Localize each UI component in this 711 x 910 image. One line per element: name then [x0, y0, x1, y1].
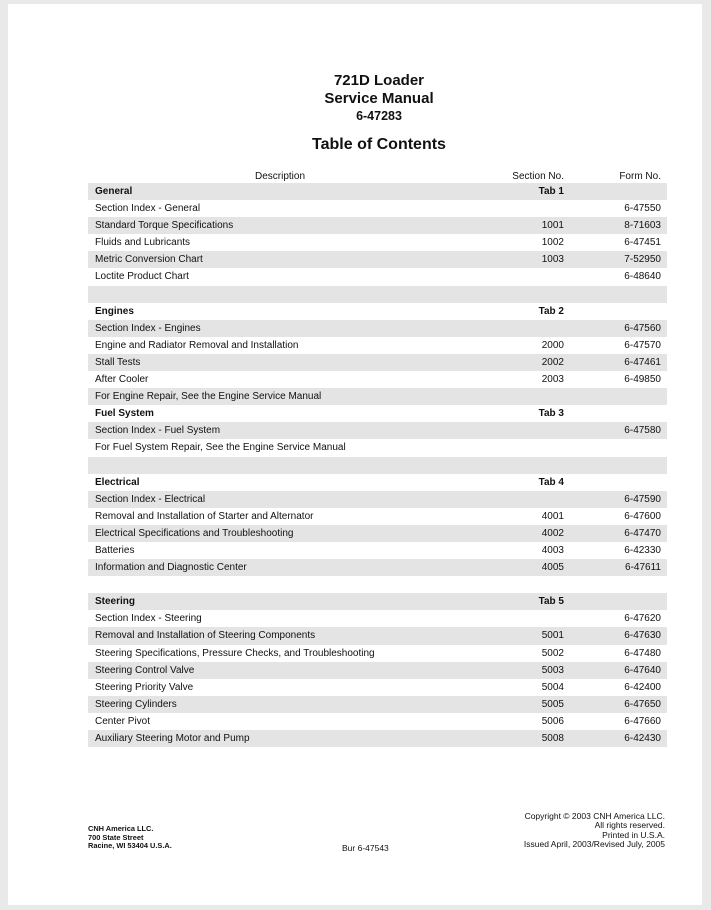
table-row	[88, 371, 667, 388]
row-section-number: Tab 5	[538, 596, 564, 608]
section-heading-row	[88, 593, 667, 610]
row-description: Center Pivot	[95, 715, 151, 727]
row-form-number: 6-47660	[624, 715, 661, 727]
issued-line: Issued April, 2003/Revised July, 2005	[523, 838, 665, 849]
row-form-number: 6-47570	[624, 339, 661, 351]
row-description: Section Index - Engines	[95, 322, 201, 334]
row-description: After Cooler	[95, 374, 149, 386]
company-street: 700 State Street	[88, 832, 144, 842]
document-page	[8, 4, 702, 905]
row-section-number: 2003	[541, 374, 564, 386]
section-heading-row	[88, 303, 667, 320]
table-row	[88, 627, 667, 644]
row-description: Information and Diagnostic Center	[95, 562, 247, 574]
row-description: Fluids and Lubricants	[95, 237, 191, 249]
row-description: Standard Torque Specifications	[95, 220, 234, 232]
table-row	[88, 422, 667, 439]
table-row	[88, 234, 667, 251]
row-description: Steering Cylinders	[95, 698, 177, 710]
column-header-form: Form No.	[619, 171, 661, 182]
row-description: Section Index - Electrical	[95, 493, 206, 505]
row-form-number: 6-47620	[624, 613, 661, 625]
row-description: Removal and Installation of Steering Components	[95, 630, 316, 642]
row-description: Section Index - Fuel System	[95, 425, 221, 437]
toc-title: Table of Contents	[312, 136, 446, 153]
row-section-number: Tab 1	[538, 186, 564, 197]
row-section-number: 5001	[541, 630, 564, 642]
row-section-number: 2000	[541, 339, 564, 351]
row-form-number: 7-52950	[624, 254, 661, 266]
table-row	[88, 645, 667, 662]
row-form-number: 8-71603	[624, 220, 661, 232]
table-row	[88, 439, 667, 456]
table-row	[88, 696, 667, 713]
section-heading-row	[88, 474, 667, 491]
row-section-number: 4002	[541, 527, 564, 539]
row-description: Removal and Installation of Starter and Alternator	[95, 510, 314, 522]
row-form-number: 6-47640	[624, 664, 661, 676]
row-form-number: 6-47480	[624, 647, 661, 659]
row-description: Section Index - Steering	[95, 613, 202, 625]
table-row	[88, 268, 667, 285]
table-row	[88, 713, 667, 730]
table-row	[88, 354, 667, 371]
company-city: Racine, WI 53404 U.S.A.	[88, 841, 172, 851]
table-row	[88, 525, 667, 542]
row-form-number: 6-47600	[624, 510, 661, 522]
row-section-number: Tab 4	[538, 476, 564, 488]
row-section-number: 4001	[541, 510, 564, 522]
row-description: For Fuel System Repair, See the Engine Service Manual	[95, 442, 346, 454]
row-description: Steering Control Valve	[95, 664, 195, 676]
copyright-block	[524, 812, 665, 849]
row-description: Electrical Specifications and Troubleshooting	[95, 527, 294, 539]
row-form-number: 6-42330	[624, 544, 661, 556]
row-section-number: 2002	[541, 356, 564, 368]
row-form-number: 6-47580	[624, 425, 661, 437]
row-description: For Engine Repair, See the Engine Service Manual	[95, 391, 322, 403]
row-form-number: 6-47590	[624, 493, 661, 505]
row-section-number: 5002	[541, 647, 564, 659]
row-section-number: 5005	[541, 698, 564, 710]
spacer-row	[88, 286, 667, 303]
row-form-number: 6-47550	[624, 203, 661, 215]
copyright-line: Copyright © 2003 CNH America LLC.	[524, 811, 665, 821]
toc-table	[88, 183, 667, 747]
row-form-number: 6-47611	[625, 562, 661, 574]
row-section-number: 1002	[541, 237, 564, 249]
table-row	[88, 200, 667, 217]
table-row	[88, 251, 667, 268]
row-section-number: Tab 3	[538, 408, 564, 420]
row-section-number: 5004	[541, 681, 564, 693]
bur-number: Bur 6-47543	[342, 843, 389, 853]
row-form-number: 6-47560	[624, 322, 661, 334]
row-form-number: 6-48640	[624, 271, 661, 283]
column-header-section: Section No.	[512, 171, 564, 182]
table-row	[88, 610, 667, 627]
table-row	[88, 730, 667, 747]
spacer-row	[88, 576, 667, 593]
row-description: Engine and Radiator Removal and Installation	[95, 339, 299, 351]
row-section-number: Tab 2	[538, 305, 564, 317]
row-description: General	[95, 186, 133, 197]
table-row	[88, 491, 667, 508]
row-description: Loctite Product Chart	[95, 271, 189, 283]
row-form-number: 6-49850	[624, 374, 661, 386]
row-section-number: 5006	[541, 715, 564, 727]
table-row	[88, 388, 667, 405]
row-section-number: 1001	[541, 220, 564, 232]
company-address	[88, 825, 172, 851]
document-header	[8, 72, 711, 155]
section-heading-row	[88, 183, 667, 200]
manual-number: 6-47283	[356, 109, 402, 123]
row-description: Section Index - General	[95, 203, 201, 215]
row-description: Stall Tests	[95, 356, 141, 368]
row-description: Metric Conversion Chart	[95, 254, 203, 266]
row-description: Auxiliary Steering Motor and Pump	[95, 733, 250, 744]
spacer-row	[88, 457, 667, 474]
row-section-number: 5003	[541, 664, 564, 676]
row-description: Steering Priority Valve	[95, 681, 194, 693]
row-section-number: 4003	[541, 544, 564, 556]
row-description: Batteries	[95, 544, 135, 556]
row-description: Steering Specifications, Pressure Checks, and Troubleshooting	[95, 647, 375, 659]
row-section-number: 4005	[541, 562, 564, 574]
column-header-description: Description	[254, 171, 306, 182]
row-description: Engines	[95, 305, 134, 317]
rights-line: All rights reserved.	[594, 820, 665, 831]
section-heading-row	[88, 405, 667, 422]
table-row	[88, 662, 667, 679]
table-row	[88, 337, 667, 354]
manual-title: 721D Loader	[333, 72, 425, 89]
table-row	[88, 217, 667, 234]
row-section-number: 1003	[541, 254, 564, 266]
row-description: Fuel System	[95, 408, 154, 420]
table-row	[88, 679, 667, 696]
row-form-number: 6-47451	[624, 237, 661, 249]
row-description: Electrical	[95, 476, 140, 488]
row-form-number: 6-42430	[624, 733, 661, 744]
row-form-number: 6-47650	[624, 698, 661, 710]
row-form-number: 6-47461	[624, 356, 661, 368]
printed-line: Printed in U.S.A.	[602, 829, 665, 840]
row-description: Steering	[95, 596, 136, 608]
manual-subtitle: Service Manual	[324, 90, 434, 107]
row-form-number: 6-47470	[624, 527, 661, 539]
table-row	[88, 508, 667, 525]
row-form-number: 6-47630	[624, 630, 661, 642]
row-section-number: 5008	[541, 733, 564, 744]
table-row	[88, 320, 667, 337]
company-name: CNH America LLC.	[88, 824, 154, 833]
table-row	[88, 542, 667, 559]
table-row	[88, 559, 667, 576]
row-form-number: 6-42400	[624, 681, 661, 693]
